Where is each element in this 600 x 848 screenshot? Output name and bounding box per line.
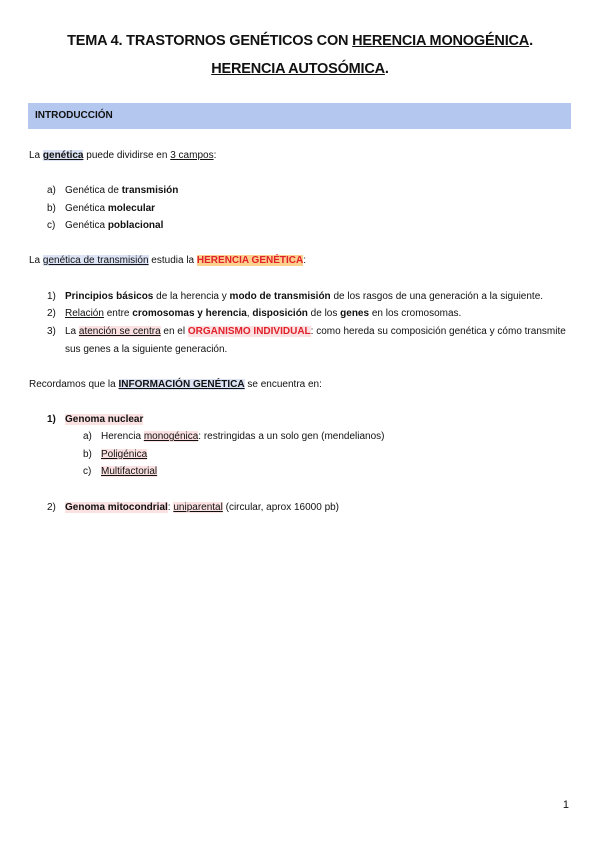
list-item-genoma-mitocondrial: Genoma mitocondrial: uniparental (circular, aprox 16000 pb) (65, 502, 340, 513)
highlight-herencia-genetica: HERENCIA GENÉTICA (196, 255, 304, 266)
underlined-3-campos: 3 campos (170, 150, 214, 161)
list-marker: 1) (47, 414, 56, 425)
list-marker: 1) (47, 291, 56, 302)
title-line-1 (0, 33, 600, 49)
list-item: Principios básicos de la herencia y modo de transmisión de los rasgos de una generación a la siguiente. (65, 291, 544, 302)
section-heading: INTRODUCCIÓN (35, 110, 113, 121)
sub-list-marker: c) (83, 466, 92, 477)
sub-list-item: Multifactorial (101, 466, 158, 477)
list-item-continuation: sus genes a la siguiente generación. (65, 344, 228, 355)
list-marker: 3) (47, 326, 56, 337)
highlight-organismo-individual: ORGANISMO INDIVIDUAL (187, 326, 311, 337)
title-period: . (384, 61, 389, 77)
highlight-informacion-genetica: INFORMACIÓN GENÉTICA (118, 379, 245, 390)
list-item: Genética poblacional (65, 220, 164, 231)
list-item: La atención se centra en el ORGANISMO INDIVIDUAL: como hereda su composición genética y cómo transmite (65, 326, 566, 337)
list-item: Genética de transmisión (65, 185, 179, 196)
paragraph-informacion-genetica: Recordamos que la INFORMACIÓN GENÉTICA se encuentra en: (29, 379, 322, 390)
list-marker: b) (47, 203, 56, 214)
paragraph-genetica-transmision: La genética de transmisión estudia la HERENCIA GENÉTICA: (29, 255, 306, 266)
sub-list-item: Herencia monogénica: restringidas a un solo gen (mendelianos) (101, 431, 385, 442)
highlight-atencion: atención se centra (78, 326, 161, 337)
title-underlined-text: HERENCIA MONOGÉNICA (352, 33, 530, 49)
page-number: 1 (562, 799, 569, 811)
highlight-genetica: genética (42, 150, 84, 161)
title-underlined-text: HERENCIA AUTOSÓMICA (211, 61, 385, 77)
sub-list-item: Poligénica (101, 449, 148, 460)
title-text: TEMA 4. TRASTORNOS GENÉTICOS CON (67, 33, 353, 49)
list-item: Genética molecular (65, 203, 156, 214)
title-period: . (529, 33, 533, 49)
paragraph-genetica-campos: La genética puede dividirse en 3 campos: (29, 150, 217, 161)
sub-list-marker: a) (83, 431, 92, 442)
highlight-genetica-transmision: genética de transmisión (42, 255, 149, 266)
title-line-2 (0, 61, 600, 77)
list-item: Relación entre cromosomas y herencia, disposición de los genes en los cromosomas. (65, 308, 462, 319)
sub-list-marker: b) (83, 449, 92, 460)
section-heading-bar (28, 103, 571, 129)
list-marker: a) (47, 185, 56, 196)
list-marker: 2) (47, 308, 56, 319)
list-marker: 2) (47, 502, 56, 513)
list-marker: c) (47, 220, 56, 231)
list-item-genoma-nuclear: Genoma nuclear (65, 414, 144, 425)
